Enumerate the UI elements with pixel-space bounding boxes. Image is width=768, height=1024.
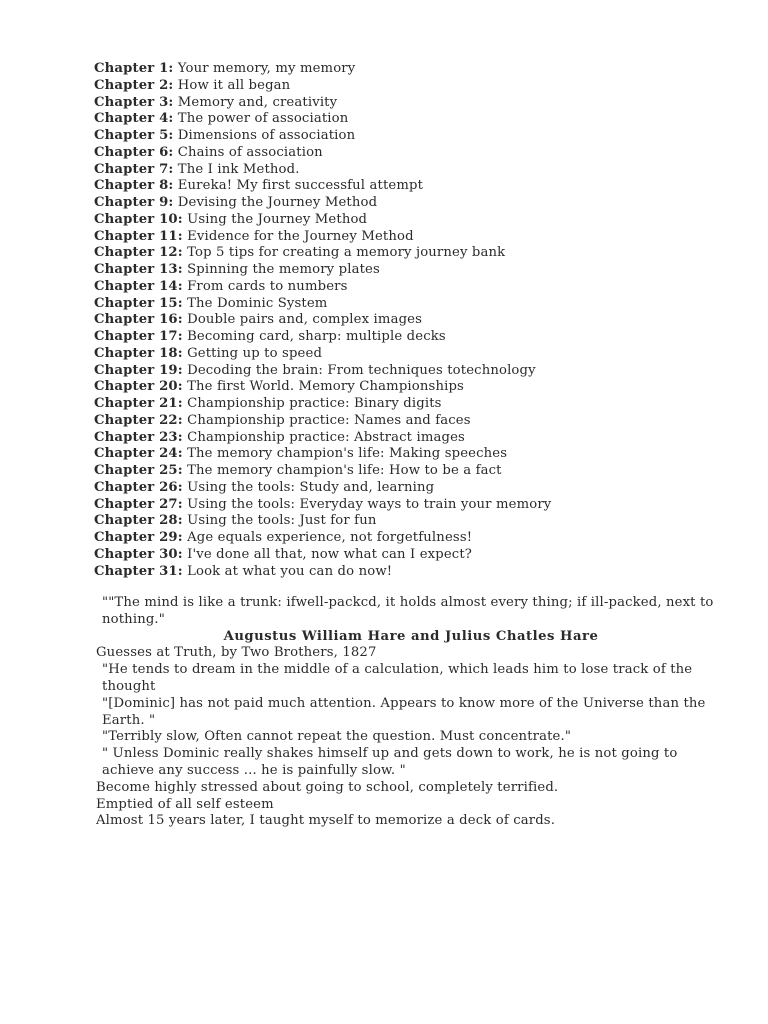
toc-entry xyxy=(94,162,734,179)
chapter-label: Chapter 7: xyxy=(94,161,174,177)
chapter-label: Chapter 25: xyxy=(94,463,183,478)
chapter-label: Chapter 24: xyxy=(94,446,183,462)
chapter-label: Chapter 1: xyxy=(94,61,174,76)
toc-entry xyxy=(94,296,734,313)
toc-entry xyxy=(94,145,734,162)
closing-line: Become highly stressed about going to school, completely terrified. xyxy=(96,779,559,795)
chapter-label: Chapter 20: xyxy=(94,379,183,395)
chapter-label: Chapter 5: xyxy=(94,128,174,143)
chapter-label: Chapter 11: xyxy=(94,228,183,244)
chapter-title: Decoding the brain: From techniques totechnology xyxy=(187,362,536,378)
closing-line: Emptied of all self esteem xyxy=(96,796,274,812)
toc-entry xyxy=(94,128,734,145)
chapter-title: I've done all that, now what can I expect? xyxy=(187,546,472,562)
chapter-label: Chapter 13: xyxy=(94,262,183,277)
chapter-title: The first World. Memory Championships xyxy=(187,379,464,395)
toc-entry xyxy=(94,279,734,296)
chapter-title: Using the tools: Study and, learning xyxy=(187,479,435,495)
chapter-title: Championship practice: Binary digits xyxy=(187,396,442,411)
chapter-label: Chapter 12: xyxy=(94,245,183,261)
chapter-title: Spinning the memory plates xyxy=(187,262,380,277)
chapter-label: Chapter 31: xyxy=(94,563,183,579)
chapter-label: Chapter 4: xyxy=(94,111,174,127)
school-report-quote: "He tends to dream in the middle of a calculation, which leads him to lose track of the thought xyxy=(102,662,693,694)
chapter-label: Chapter 18: xyxy=(94,345,183,361)
table-of-contents xyxy=(94,61,734,580)
chapter-title: Double pairs and, complex images xyxy=(187,312,423,328)
toc-entry xyxy=(94,564,734,581)
toc-entry xyxy=(94,497,734,514)
school-report-quote: "Terribly slow, Often cannot repeat the question. Must concentrate." xyxy=(102,729,572,745)
chapter-title: The memory champion's life: Making speeches xyxy=(187,446,508,462)
chapter-title: The Dominic System xyxy=(187,295,328,311)
chapter-title: Evidence for the Journey Method xyxy=(187,228,414,244)
chapter-label: Chapter 9: xyxy=(94,195,174,210)
chapter-title: Using the tools: Just for fun xyxy=(187,513,377,529)
toc-entry xyxy=(94,329,734,346)
chapter-title: From cards to numbers xyxy=(187,278,348,294)
chapter-label: Chapter 21: xyxy=(94,396,183,411)
school-report-quote: "[Dominic] has not paid much attention. Appears to know more of the Universe than the Earth. " xyxy=(102,695,706,728)
chapter-label: Chapter 29: xyxy=(94,530,183,545)
chapter-title: The I ink Method. xyxy=(177,161,300,177)
chapter-label: Chapter 2: xyxy=(94,77,174,93)
toc-entry xyxy=(94,463,734,480)
closing-line: Almost 15 years later, I taught myself to memorize a deck of cards. xyxy=(96,813,556,829)
chapter-title: Becoming card, sharp: multiple decks xyxy=(187,329,446,344)
toc-entry xyxy=(94,480,734,497)
toc-entry xyxy=(94,346,734,363)
chapter-title: Using the Journey Method xyxy=(187,211,368,227)
toc-entry xyxy=(94,111,734,128)
chapter-title: Memory and, creativity xyxy=(177,94,338,110)
chapter-label: Chapter 30: xyxy=(94,546,183,562)
chapter-label: Chapter 28: xyxy=(94,513,183,529)
epigraph-quote: ""The mind is like a trunk: ifwell-packcd, it holds almost every thing; if ill-packed, next to nothing." xyxy=(102,595,714,627)
toc-entry xyxy=(94,195,734,212)
chapter-title: How it all began xyxy=(177,77,291,93)
toc-entry xyxy=(94,312,734,329)
chapter-title: Championship practice: Names and faces xyxy=(187,412,471,428)
toc-entry xyxy=(94,530,734,547)
chapter-label: Chapter 8: xyxy=(94,178,174,194)
chapter-title: Top 5 tips for creating a memory journey bank xyxy=(187,245,506,261)
toc-entry xyxy=(94,547,734,564)
chapter-label: Chapter 22: xyxy=(94,412,183,428)
school-report-quote: " Unless Dominic really shakes himself up and gets down to work, he is not going to achieve any success ... he is painfully slow. " xyxy=(102,746,678,778)
toc-entry xyxy=(94,396,734,413)
chapter-title: Age equals experience, not forgetfulness! xyxy=(187,530,473,545)
chapter-title: Look at what you can do now! xyxy=(187,563,393,579)
toc-entry xyxy=(94,95,734,112)
chapter-label: Chapter 17: xyxy=(94,329,183,344)
toc-entry xyxy=(94,245,734,262)
epigraph-author: Augustus William Hare and Julius Chatles Hare xyxy=(223,628,599,644)
chapter-title: Your memory, my memory xyxy=(177,61,356,76)
toc-entry xyxy=(94,212,734,229)
chapter-label: Chapter 14: xyxy=(94,278,183,294)
toc-entry xyxy=(94,78,734,95)
chapter-title: Getting up to speed xyxy=(187,345,323,361)
chapter-title: Devising the Journey Method xyxy=(177,195,378,210)
chapter-title: Using the tools: Everyday ways to train your memory xyxy=(187,496,552,512)
toc-entry xyxy=(94,413,734,430)
chapter-label: Chapter 3: xyxy=(94,94,174,110)
chapter-title: Championship practice: Abstract images xyxy=(187,429,465,445)
chapter-label: Chapter 16: xyxy=(94,312,183,328)
toc-entry xyxy=(94,178,734,195)
toc-entry xyxy=(94,430,734,447)
chapter-label: Chapter 6: xyxy=(94,144,174,160)
chapter-label: Chapter 23: xyxy=(94,429,183,445)
quotes-section xyxy=(96,595,726,830)
chapter-title: The power of association xyxy=(177,111,349,127)
toc-entry xyxy=(94,379,734,396)
chapter-title: Chains of association xyxy=(177,144,323,160)
chapter-label: Chapter 10: xyxy=(94,211,183,227)
toc-entry xyxy=(94,363,734,380)
epigraph-source: Guesses at Truth, by Two Brothers, 1827 xyxy=(96,645,377,661)
chapter-label: Chapter 27: xyxy=(94,496,183,512)
toc-entry xyxy=(94,262,734,279)
chapter-title: The memory champion's life: How to be a fact xyxy=(187,463,502,478)
toc-entry xyxy=(94,61,734,78)
chapter-label: Chapter 26: xyxy=(94,479,183,495)
chapter-title: Dimensions of association xyxy=(177,128,356,143)
toc-entry xyxy=(94,229,734,246)
chapter-label: Chapter 19: xyxy=(94,362,183,378)
toc-entry xyxy=(94,513,734,530)
toc-entry xyxy=(94,446,734,463)
chapter-title: Eureka! My first successful attempt xyxy=(177,178,424,194)
chapter-label: Chapter 15: xyxy=(94,295,183,311)
